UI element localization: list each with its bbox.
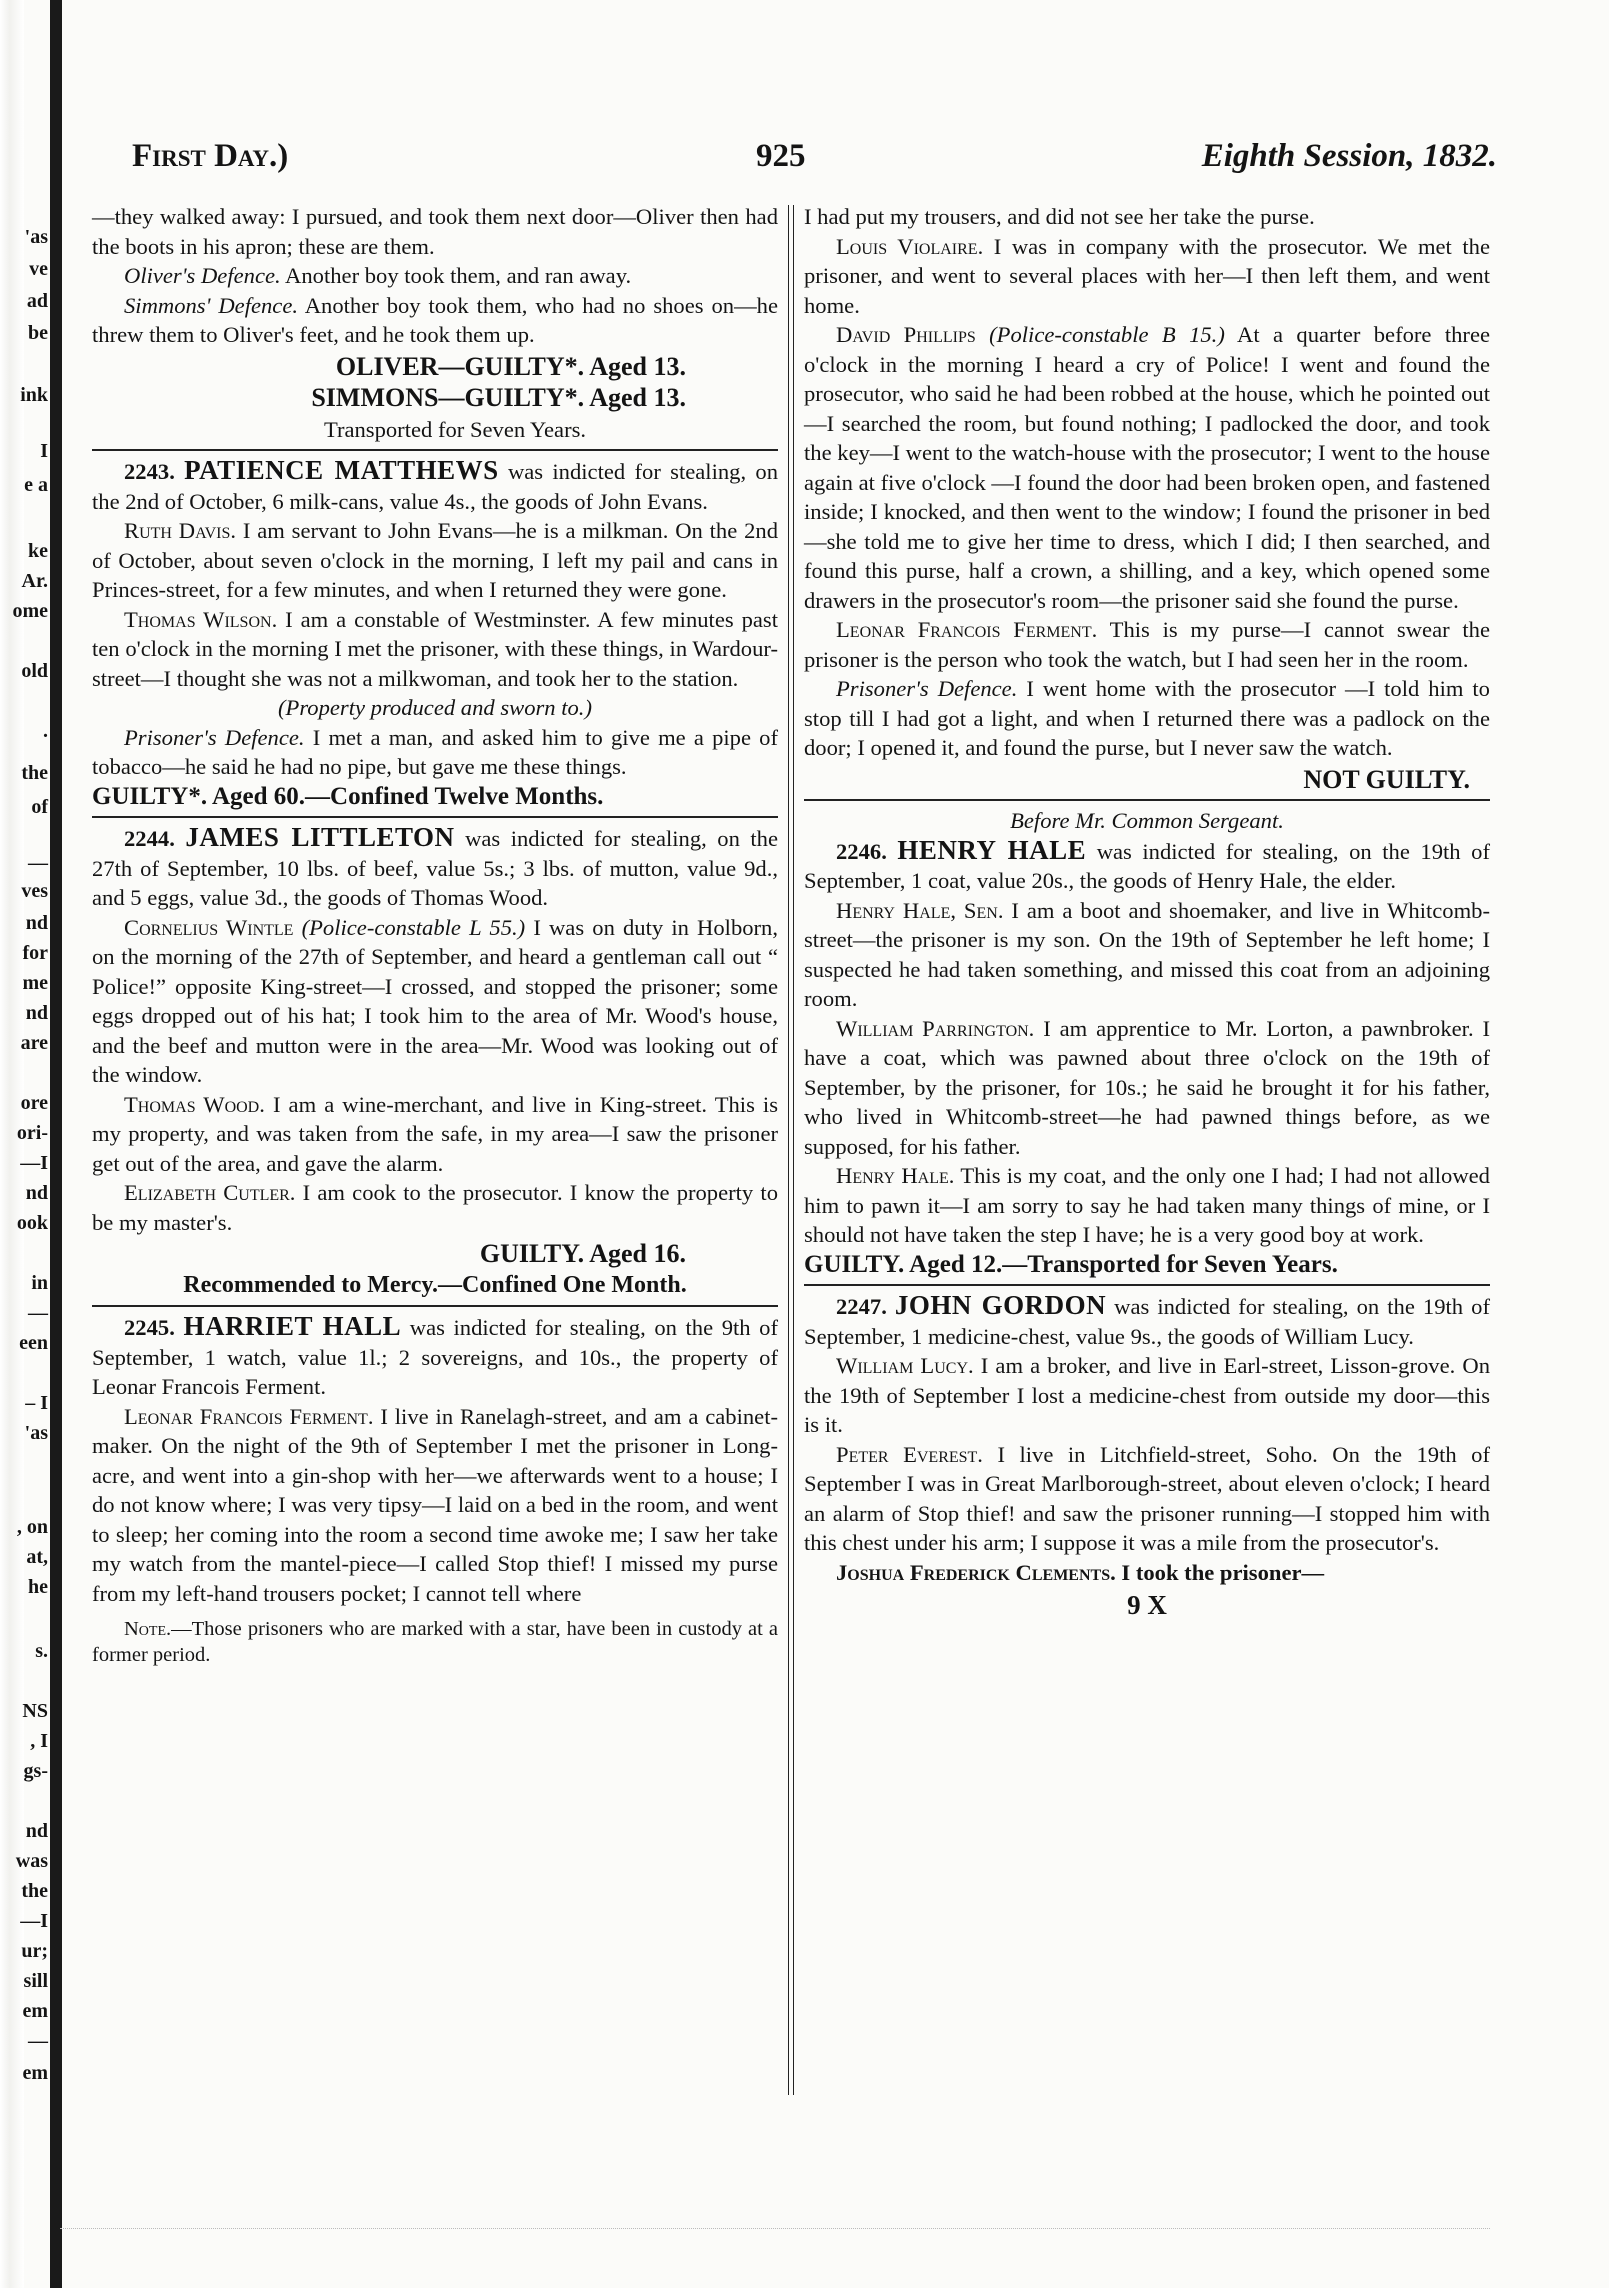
margin-fragment: e a [24, 474, 48, 496]
margin-fragment: nd [25, 1820, 48, 1842]
margin-fragment: ad [26, 290, 48, 312]
case-2245 [92, 1312, 778, 1402]
margin-fragment: ore [20, 1092, 48, 1114]
verdict: SIMMONS—GUILTY*. Aged 13. [311, 383, 686, 412]
case-separator [92, 449, 778, 451]
testimony-text: This is my coat, and the only one I had; I had not allowed him to pawn it—I am sorry to say he had taken many things of mine, or I should not have taken the step I have; he is a very good boy at work. [804, 1163, 1490, 1247]
case-number: 2246. [836, 838, 887, 864]
margin-fragment: 'as [24, 226, 48, 248]
margin-fragment: ve [29, 258, 48, 280]
margin-fragment: em [22, 2000, 48, 2022]
margin-fragment: NS [22, 1700, 48, 1722]
defence-text: I met a man, and asked him to give me a pipe of tobacco—he said he had no pipe, but gave me these things. [92, 724, 778, 779]
margin-fragment: nd [25, 1002, 48, 1024]
margin-fragment: . [43, 720, 48, 742]
margin-fragment: I [40, 440, 48, 462]
court-heading: Before Mr. Common Sergeant. [1010, 808, 1284, 833]
defence-text: Another boy took them, and ran away. [280, 263, 632, 288]
case-separator [804, 1284, 1490, 1286]
testimony-text: I am servant to John Evans—he is a milkman. On the 2nd of October, about seven o'clock in the morning, I left my pail and cans in Princes-street, for a few minutes, and when I returned they were gone. [92, 518, 778, 602]
witness-name: Elizabeth Cutler. [124, 1180, 296, 1205]
witness-testimony [804, 1161, 1490, 1250]
margin-fragment: —I [20, 1152, 48, 1174]
testimony-text: I live in Litchfield-street, Soho. On the 19th of September I was in Great Marlborough-street, about eleven o'clock; I heard an alarm of Stop thief! and saw the prisoner running—I stopped him with this chest under his arm; I suppose it was a mile from the prosecutor's. [804, 1441, 1490, 1555]
note-label: Note. [124, 1618, 172, 1640]
defence-text: I went home with the prosecutor —I told him to stop till I had got a light, and when I returned there was a padlock on the door; I opened it, and found the purse, but I never saw the watch. [804, 676, 1490, 760]
witness-name: Henry Hale, Sen. [836, 897, 1004, 923]
running-head-left: First Day.) [132, 138, 289, 174]
margin-fragment: in [31, 1272, 48, 1294]
margin-fragment: s. [35, 1640, 48, 1662]
margin-fragment: , on [16, 1516, 48, 1538]
witness-testimony [804, 1014, 1490, 1162]
witness-testimony [92, 516, 778, 605]
witness-name: David Phillips [836, 322, 976, 347]
note-text: —Those prisoners who are marked with a star, have been in custody at a former period. [92, 1618, 778, 1666]
property-note: (Property produced and sworn to.) [278, 695, 592, 720]
witness-role: (Police-constable L 55.) [293, 914, 526, 940]
margin-fragment: , I [30, 1730, 48, 1752]
margin-fragment: — [28, 852, 48, 874]
case-separator [804, 799, 1490, 801]
margin-fragment: nd [25, 1182, 48, 1204]
case-2247 [804, 1291, 1490, 1351]
case-2244 [92, 823, 778, 913]
case-number: 2243. [124, 459, 175, 484]
testimony-text: I was on duty in Holborn, on the morning of the 27th of September, and heard a gentleman call out “ Police!” opposite King-street—I crossed, and stopped the prisoner; some eggs dropped out of his hat; I took him to the area of Mr. Wood's house, and the beef and mutton were in the area—Mr. Wood was looking out of the window. [92, 914, 779, 1087]
right-column [804, 202, 1490, 1621]
indictment-text: was indicted for stealing, on the 19th of September, 1 coat, value 20s., the goods of Henry Hale, the elder. [804, 838, 1490, 893]
indictment-text: was indicted for stealing, on the 27th of September, 10 lbs. of beef, value 5s.; 3 lbs. of mutton, value 9d., and 5 eggs, value 3d., the goods of Thomas Wood. [92, 826, 778, 910]
margin-fragment: — [28, 1302, 48, 1324]
margin-fragment: of [31, 796, 48, 818]
defendant-name: JAMES LITTLETON [185, 822, 455, 852]
defendant-name: HARRIET HALL [183, 1311, 402, 1341]
margin-fragment: the [21, 1880, 48, 1902]
margin-fragment: ook [16, 1212, 48, 1234]
defence-label: Prisoner's Defence. [124, 724, 305, 750]
witness-name: Peter Everest. [836, 1441, 983, 1467]
testimony-text: I am cook to the prosecutor. I know the property to be my master's. [92, 1180, 778, 1235]
indictment-text: was indicted for stealing, on the 9th of September, 1 watch, value 1l.; 2 sovereigns, and 10s., the property of Leonar Francois Ferment. [92, 1315, 778, 1399]
margin-fragment: 'as [24, 1422, 48, 1444]
defence [92, 723, 778, 782]
witness-testimony [92, 913, 778, 1090]
margin-fragment: ur; [21, 1940, 48, 1962]
margin-fragment: ke [28, 540, 48, 562]
witness-testimony [92, 1178, 778, 1237]
page-bottom-specks [60, 2228, 1490, 2235]
margin-fragment: at, [26, 1546, 48, 1568]
case-number: 2245. [124, 1315, 175, 1340]
margin-fragment: ori- [16, 1122, 48, 1144]
margin-fragment: was [15, 1850, 48, 1872]
witness-testimony [804, 896, 1490, 1014]
case-separator [92, 1305, 778, 1307]
defendant-name: JOHN GORDON [894, 1290, 1107, 1320]
margin-fragment: for [22, 942, 48, 964]
column-divider [788, 205, 794, 2095]
margin-fragment: Ar. [21, 570, 48, 592]
defence-label: Prisoner's Defence. [836, 676, 1018, 701]
testimony-text: I am apprentice to Mr. Lorton, a pawnbroker. I have a coat, which was pawned about three o'clock on the 19th of September, by the prisoner, for 10s.; he said he brought it for his father, who lived in Whitcomb-street—he had pawned things before, as we supposed, for his father. [804, 1015, 1490, 1159]
verdict: GUILTY. Aged 12.—Transported for Seven Years. [804, 1250, 1338, 1278]
witness-name: Louis Violaire. [836, 233, 984, 259]
case-2243 [92, 456, 778, 516]
testimony-text: I am a boot and shoemaker, and live in Whitcomb-street—the prisoner is my son. On the 19th of September he left home; I suspected he had taken something, and missed this coat from an adjoining room. [804, 897, 1490, 1011]
case-number: 2244. [124, 826, 175, 851]
margin-fragment: sill [23, 1970, 48, 1992]
sentence: Transported for Seven Years. [323, 416, 587, 442]
facing-page-fragments [0, 0, 48, 2288]
case-number: 2247. [836, 1294, 887, 1319]
witness-name: Leonar Francois Ferment. [124, 1403, 374, 1429]
witness-name: William Parrington. [836, 1015, 1035, 1041]
left-column [92, 202, 778, 1668]
witness-testimony [92, 605, 778, 694]
margin-fragment: een [19, 1332, 48, 1354]
verdict: GUILTY. Aged 16. [479, 1239, 686, 1268]
witness-testimony [804, 615, 1490, 674]
witness-testimony [804, 320, 1490, 615]
testimony-text: I am a wine-merchant, and live in King-street. This is my property, and was taken from the safe, in my area—I saw the prisoner get out of the area, and gave the alarm. [92, 1091, 778, 1176]
witness-testimony [92, 1402, 778, 1609]
paragraph: —they walked away: I pursued, and took them next door—Oliver then had the boots in his apron; these are them. [92, 204, 778, 259]
witness-role: (Police-constable B 15.) [975, 322, 1225, 347]
margin-fragment: the [21, 762, 48, 784]
witness-name: Leonar Francois Ferment. [836, 617, 1098, 642]
margin-fragment: gs- [23, 1760, 48, 1782]
gutter-shadow [50, 0, 62, 2288]
margin-fragment: be [28, 322, 48, 344]
witness-name: Cornelius Wintle [124, 914, 294, 940]
witness-name: Ruth Davis. [124, 518, 237, 543]
margin-fragment: he [28, 1576, 48, 1598]
witness-testimony [804, 1558, 1490, 1588]
case-separator [92, 816, 778, 818]
margin-fragment: ves [21, 880, 48, 902]
margin-fragment: old [21, 660, 48, 682]
margin-fragment: em [22, 2062, 48, 2084]
sentence: Recommended to Mercy.—Confined One Month. [183, 1271, 687, 1298]
defence-label: Simmons' Defence. [124, 292, 299, 318]
footnote [92, 1616, 778, 1668]
indictment-text: was indicted for stealing, on the 2nd of October, 6 milk-cans, value 4s., the goods of John Evans. [92, 459, 778, 514]
margin-fragment: – I [25, 1392, 48, 1414]
margin-fragment: — [28, 2030, 48, 2052]
witness-name: Henry Hale. [836, 1163, 955, 1188]
signature-mark: 9 X [1127, 1590, 1167, 1620]
testimony-text: At a quarter before three o'clock in the morning I heard a cry of Police! I went and found the prosecutor, who said he had been robbed at the house, which he pointed out—I searched the room, but found nothing; I padlocked the door, and took the key—I went to the watch-house with the prosecutor; I went to the house again at five o'clock —I found the door had been broken open, and fastened inside; I knocked, and then went to the window; I found the prisoner in bed—she told me to give her time to dress, which I did; I then searched, and found this purse, half a crown, a shilling, and a key, which opened some drawers in the prosecutor's room—the prisoner said she found the purse. [804, 322, 1491, 613]
indictment-text: was indicted for stealing, on the 19th of September, 1 medicine-chest, value 9s., the goods of William Lucy. [804, 1294, 1490, 1349]
margin-fragment: ink [20, 384, 48, 406]
testimony-text: I am a constable of Westminster. A few minutes past ten o'clock in the morning I met the prisoner, with these things, in Wardour-street—I thought she was not a milkwoman, and took her to the station. [92, 606, 778, 691]
defendant-name: HENRY HALE [897, 834, 1087, 865]
testimony-text: I was in company with the prosecutor. We met the prisoner, and went to several places with her—I then left them, and went home. [804, 233, 1490, 318]
page-number: 925 [756, 138, 806, 174]
margin-fragment: —I [20, 1910, 48, 1932]
verdict: NOT GUILTY. [1303, 764, 1470, 794]
verdict: OLIVER—GUILTY*. Aged 13. [335, 351, 686, 381]
testimony-text: I took the prisoner— [1115, 1559, 1325, 1585]
verdict: GUILTY*. Aged 60.—Confined Twelve Months. [92, 782, 604, 810]
witness-testimony [804, 232, 1490, 321]
defence-text: Another boy took them, who had no shoes on—he threw them to Oliver's feet, and he took them up. [92, 292, 779, 347]
defence-label: Oliver's Defence. [124, 263, 281, 288]
witness-name: William Lucy. [836, 1353, 974, 1378]
witness-name: Joshua Frederick Clements. [836, 1559, 1116, 1585]
case-2246 [804, 836, 1490, 896]
paragraph: I had put my trousers, and did not see her take the purse. [804, 204, 1315, 229]
margin-fragment: are [20, 1032, 48, 1054]
testimony-text: This is my purse—I cannot swear the prisoner is the person who took the watch, but I had seen her in the room. [804, 617, 1491, 672]
margin-fragment: nd [25, 912, 48, 934]
defence [92, 291, 778, 350]
witness-name: Thomas Wilson. [124, 606, 278, 632]
defence [92, 261, 778, 291]
margin-fragment: ome [12, 600, 48, 622]
witness-name: Thomas Wood. [124, 1091, 265, 1117]
defendant-name: PATIENCE MATTHEWS [184, 455, 499, 485]
defence [804, 674, 1490, 763]
testimony-text: I am a broker, and live in Earl-street, Lisson-grove. On the 19th of September I lost a medicine-chest from outside my door—this is it. [804, 1353, 1490, 1437]
testimony-text: I live in Ranelagh-street, and am a cabinet-maker. On the night of the 9th of September I met the prisoner in Long-acre, and went into a gin-shop with her—we afterwards went to a house; I do not know where; I was very tipsy—I laid on a bed in the room, and went to sleep; her coming into the room a second time awoke me; I saw her take my watch from the mantel-piece—I called Stop thief! I missed my purse from my left-hand trousers pocket; I cannot tell where [92, 1403, 778, 1606]
running-head-right: Eighth Session, 1832. [1201, 138, 1497, 174]
margin-fragment: me [22, 972, 48, 994]
witness-testimony [92, 1090, 778, 1179]
witness-testimony [804, 1351, 1490, 1440]
witness-testimony [804, 1440, 1490, 1558]
